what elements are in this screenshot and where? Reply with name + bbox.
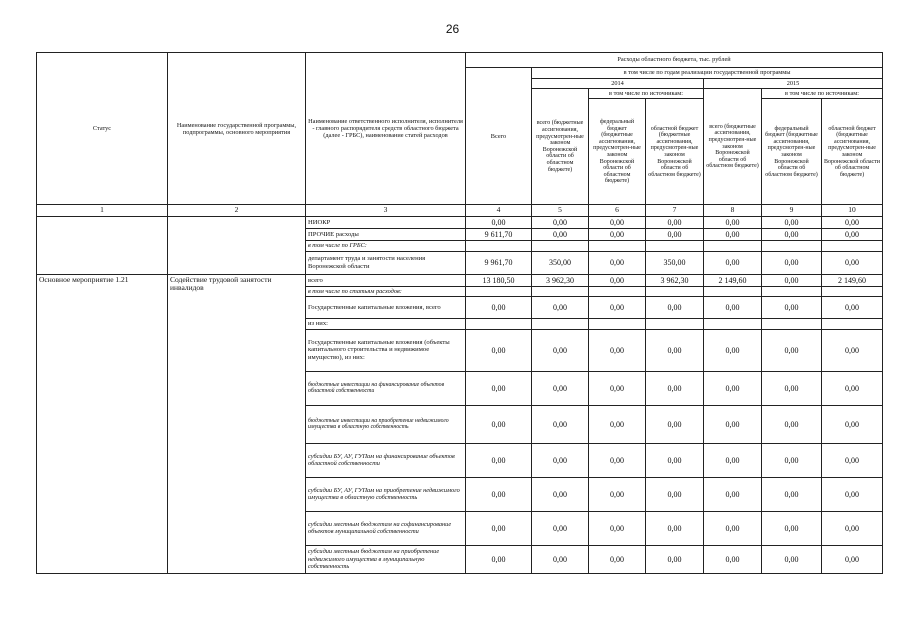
value-cell: 0,00 [822, 229, 883, 241]
header-2014-total: всего (бюджетные ассигнования, предусмотрен-ные законом Воронежской области об областном бюджете) [532, 89, 589, 205]
table-row [37, 217, 883, 229]
value-cell: 13 180,50 [466, 274, 532, 286]
value-cell [822, 286, 883, 296]
value-cell: 0,00 [532, 371, 589, 405]
value-cell: 0,00 [532, 443, 589, 477]
value-cell: 0,00 [762, 477, 822, 511]
value-cell: 0,00 [762, 545, 822, 573]
value-cell: 350,00 [532, 251, 589, 274]
value-cell: 0,00 [704, 477, 762, 511]
row-label: бюджетные инвестиции на финансирование объектов областной собственности [306, 371, 466, 405]
value-cell: 0,00 [762, 251, 822, 274]
value-cell: 0,00 [646, 511, 704, 545]
value-cell: 0,00 [822, 329, 883, 371]
value-cell: 0,00 [822, 511, 883, 545]
value-cell: 0,00 [589, 297, 646, 319]
row-label: бюджетные инвестиции на приобретение недвижимого имущества в областную собственность [306, 405, 466, 443]
value-cell: 0,00 [532, 297, 589, 319]
row-label: НИОКР [306, 217, 466, 229]
value-cell [589, 241, 646, 251]
value-cell: 0,00 [762, 511, 822, 545]
value-cell [762, 241, 822, 251]
row-label: в том числе по ГРБС: [306, 241, 466, 251]
value-cell: 0,00 [704, 511, 762, 545]
value-cell: 0,00 [532, 217, 589, 229]
header-executor: Наименование ответственного исполнителя, исполнителя - главного распорядителя средств областного бюджета (далее - ГРБС), наименование статей расходов [306, 53, 466, 205]
column-numbers-row [37, 205, 883, 217]
column-number: 3 [306, 205, 466, 217]
value-cell [704, 241, 762, 251]
page-number: 26 [445, 22, 460, 36]
header-2015-total: всего (бюджетные ассигнования, предусмотрен-ные законом Воронежской области об областном бюджете) [704, 89, 762, 205]
value-cell: 0,00 [589, 229, 646, 241]
value-cell: 0,00 [589, 217, 646, 229]
value-cell: 2 149,60 [822, 274, 883, 286]
value-cell: 0,00 [704, 329, 762, 371]
value-cell: 0,00 [704, 217, 762, 229]
value-cell [646, 241, 704, 251]
row-label: субсидии местным бюджетам на софинансирование объектов муниципальной собственности [306, 511, 466, 545]
program-label: Содействие трудовой занятости инвалидов [168, 274, 306, 573]
value-cell: 0,00 [532, 511, 589, 545]
value-cell: 350,00 [646, 251, 704, 274]
value-cell: 0,00 [646, 405, 704, 443]
value-cell: 0,00 [466, 371, 532, 405]
header-2014-federal: федеральный бюджет (бюджетные ассигнования, предусмотрен-ные законом Воронежской области об областном бюджете) [589, 99, 646, 205]
status-label: Основное мероприятие 1.21 [37, 274, 168, 573]
value-cell: 0,00 [822, 477, 883, 511]
value-cell: 0,00 [762, 297, 822, 319]
header-year-2014: 2014 [532, 79, 704, 89]
column-number: 8 [704, 205, 762, 217]
value-cell: 0,00 [762, 274, 822, 286]
row-label: субсидии БУ, АУ, ГУПам на финансирование объектов областной собственности [306, 443, 466, 477]
value-cell: 0,00 [646, 217, 704, 229]
value-cell: 0,00 [589, 251, 646, 274]
value-cell: 0,00 [646, 297, 704, 319]
program-cell-empty [168, 217, 306, 275]
column-number: 7 [646, 205, 704, 217]
value-cell [762, 319, 822, 330]
budget-table [36, 52, 883, 574]
value-cell: 0,00 [704, 229, 762, 241]
value-cell: 0,00 [762, 443, 822, 477]
value-cell: 0,00 [589, 405, 646, 443]
value-cell: 0,00 [762, 229, 822, 241]
header-total: Всего [466, 68, 532, 205]
value-cell: 0,00 [704, 405, 762, 443]
value-cell: 0,00 [762, 217, 822, 229]
header-by-years: в том числе по годам реализации государственной программы [532, 68, 883, 79]
column-number: 5 [532, 205, 589, 217]
value-cell: 0,00 [589, 329, 646, 371]
value-cell [466, 286, 532, 296]
value-cell: 0,00 [589, 477, 646, 511]
row-label: из них: [306, 319, 466, 330]
value-cell: 0,00 [822, 297, 883, 319]
value-cell: 0,00 [646, 329, 704, 371]
value-cell: 0,00 [466, 545, 532, 573]
value-cell: 0,00 [822, 443, 883, 477]
value-cell: 0,00 [589, 545, 646, 573]
value-cell: 0,00 [589, 274, 646, 286]
value-cell: 0,00 [704, 371, 762, 405]
value-cell: 0,00 [532, 477, 589, 511]
value-cell [532, 286, 589, 296]
header-expenses: Расходы областного бюджета, тыс. рублей [466, 53, 883, 68]
value-cell [466, 319, 532, 330]
value-cell: 0,00 [704, 545, 762, 573]
row-label: субсидии БУ, АУ, ГУПам на приобретение недвижимого имущества в областную собственность [306, 477, 466, 511]
value-cell [762, 286, 822, 296]
value-cell [822, 241, 883, 251]
value-cell: 0,00 [762, 371, 822, 405]
value-cell [704, 319, 762, 330]
value-cell: 0,00 [532, 405, 589, 443]
value-cell: 3 962,30 [646, 274, 704, 286]
value-cell [589, 286, 646, 296]
value-cell: 0,00 [466, 329, 532, 371]
value-cell: 0,00 [646, 371, 704, 405]
value-cell: 0,00 [589, 371, 646, 405]
value-cell: 9 961,70 [466, 251, 532, 274]
value-cell: 3 962,30 [532, 274, 589, 286]
value-cell: 0,00 [822, 371, 883, 405]
value-cell: 0,00 [532, 229, 589, 241]
header-status: Статус [37, 53, 168, 205]
value-cell: 2 149,60 [704, 274, 762, 286]
value-cell: 0,00 [466, 443, 532, 477]
value-cell: 0,00 [646, 545, 704, 573]
value-cell: 0,00 [589, 511, 646, 545]
value-cell [532, 319, 589, 330]
value-cell: 0,00 [646, 443, 704, 477]
value-cell: 0,00 [466, 217, 532, 229]
row-label: всего [306, 274, 466, 286]
value-cell: 0,00 [822, 405, 883, 443]
value-cell: 0,00 [646, 229, 704, 241]
value-cell: 0,00 [646, 477, 704, 511]
row-label: ПРОЧИЕ расходы [306, 229, 466, 241]
value-cell: 0,00 [532, 545, 589, 573]
value-cell [822, 319, 883, 330]
value-cell: 0,00 [466, 477, 532, 511]
header-program: Наименование государственной программы, подпрограммы, основного мероприятия [168, 53, 306, 205]
column-number: 4 [466, 205, 532, 217]
value-cell: 0,00 [822, 545, 883, 573]
value-cell [646, 286, 704, 296]
value-cell [532, 241, 589, 251]
status-cell-empty [37, 217, 168, 275]
value-cell [704, 286, 762, 296]
row-label: Государственные капитальные вложения (объекты капитального строительства и недвижимое имущество), из них: [306, 329, 466, 371]
value-cell: 0,00 [704, 251, 762, 274]
row-label: департамент труда и занятости населения Воронежской области [306, 251, 466, 274]
column-number: 10 [822, 205, 883, 217]
header-2015-regional: областной бюджет (бюджетные ассигнования, предусмотрен-ные законом Воронежской области об областном бюджете) [822, 99, 883, 205]
value-cell [646, 319, 704, 330]
header-year-2015: 2015 [704, 79, 883, 89]
value-cell: 0,00 [704, 443, 762, 477]
value-cell: 0,00 [762, 329, 822, 371]
row-label: Государственные капитальные вложения, всего [306, 297, 466, 319]
column-number: 9 [762, 205, 822, 217]
value-cell: 0,00 [466, 511, 532, 545]
column-number: 1 [37, 205, 168, 217]
value-cell: 0,00 [466, 405, 532, 443]
column-number: 2 [168, 205, 306, 217]
header-2014-regional: областной бюджет (бюджетные ассигнования, предусмотрен-ные законом Воронежской области об областном бюджете) [646, 99, 704, 205]
header-2015-federal: федеральный бюджет (бюджетные ассигнования, предусмотрен-ные законом Воронежской области об областном бюджете) [762, 99, 822, 205]
column-number: 6 [589, 205, 646, 217]
value-cell: 0,00 [822, 251, 883, 274]
value-cell: 0,00 [466, 297, 532, 319]
value-cell: 9 611,70 [466, 229, 532, 241]
value-cell: 0,00 [762, 405, 822, 443]
value-cell: 0,00 [589, 443, 646, 477]
value-cell [589, 319, 646, 330]
value-cell [466, 241, 532, 251]
row-label: в том числе по статьям расходов: [306, 286, 466, 296]
value-cell: 0,00 [704, 297, 762, 319]
header-2015-sources: в том числе по источникам: [762, 89, 883, 99]
table-row [37, 274, 883, 286]
value-cell: 0,00 [532, 329, 589, 371]
header-2014-sources: в том числе по источникам: [589, 89, 704, 99]
row-label: субсидии местным бюджетам на приобретение недвижимого имущества в муниципальную собственность [306, 545, 466, 573]
value-cell: 0,00 [822, 217, 883, 229]
